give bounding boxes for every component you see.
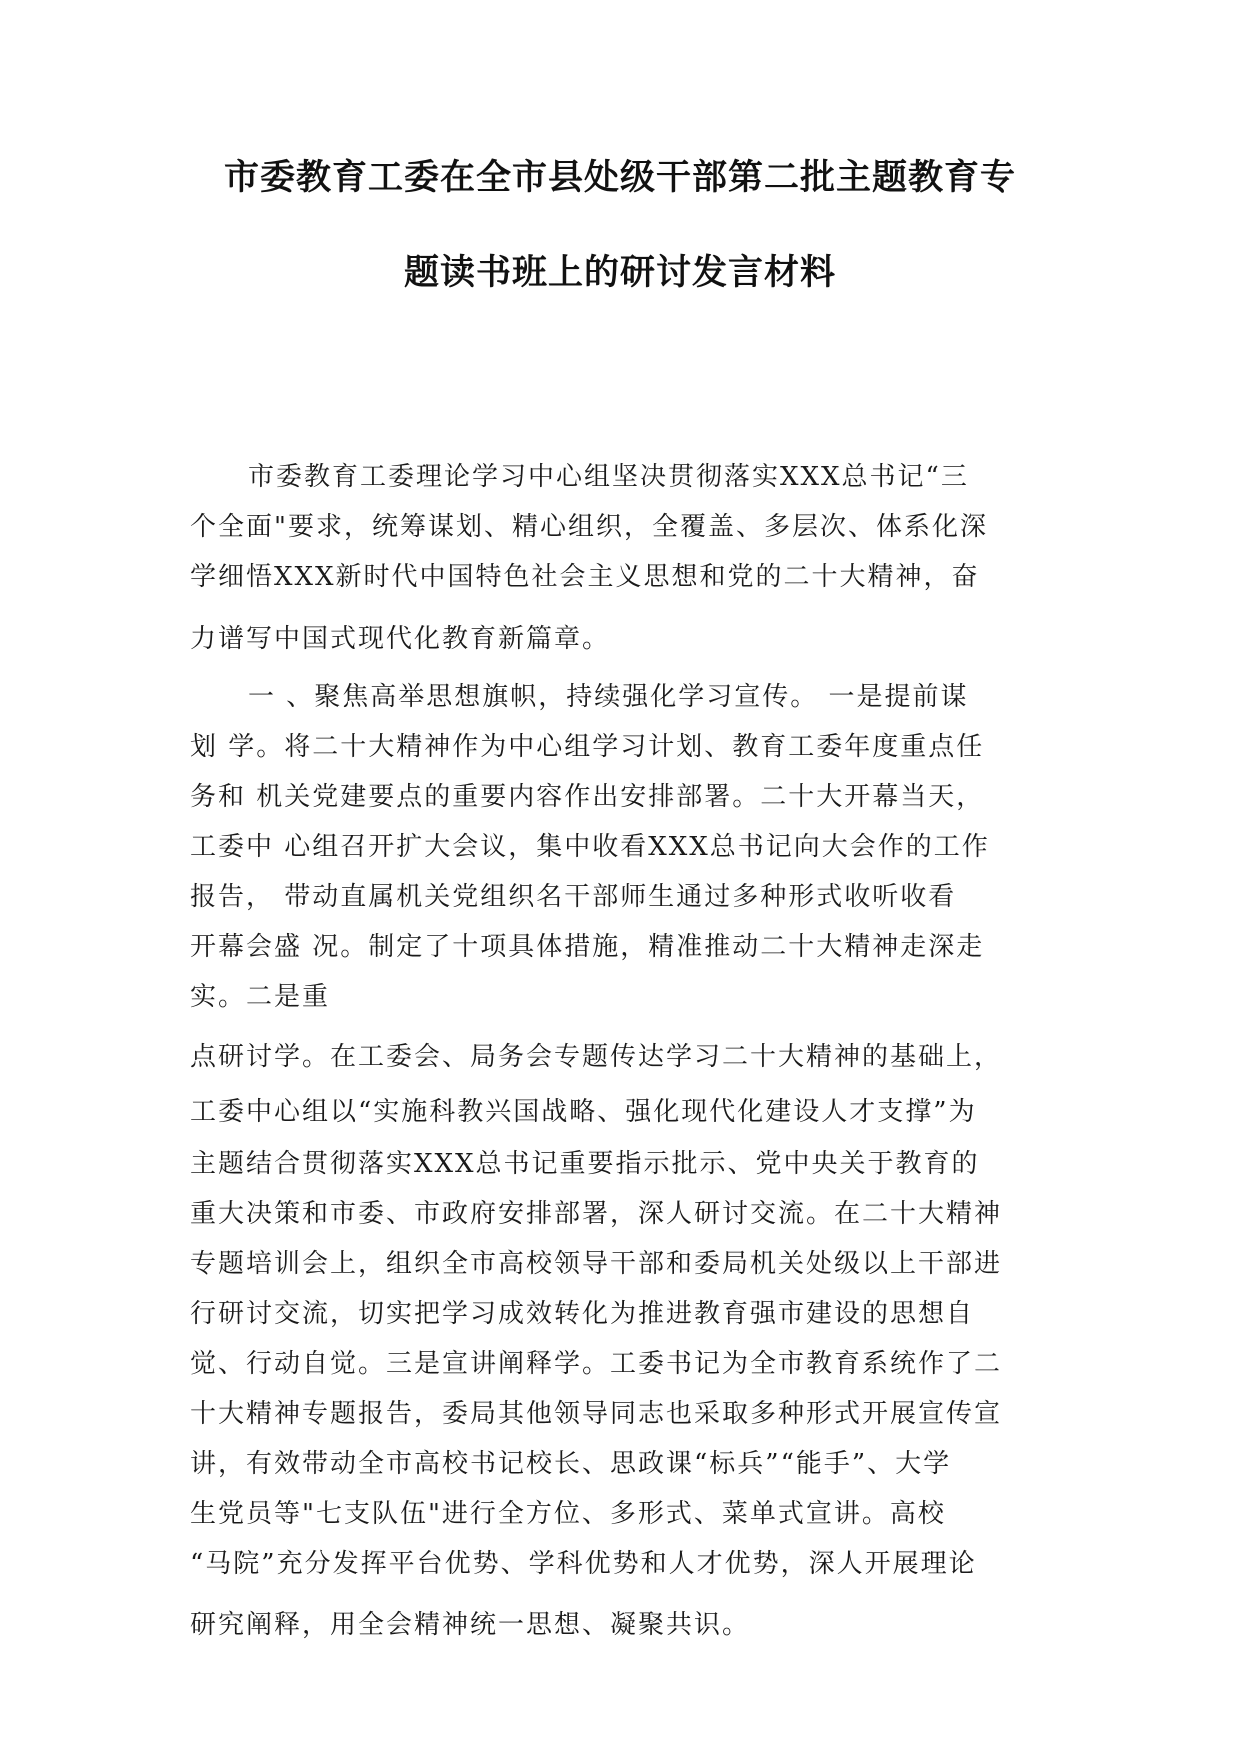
body-line: 开幕会盛 况。制定了十项具体措施，精准推动二十大精神走深走 (190, 932, 985, 962)
body-line: 务和 机关党建要点的重要内容作出安排部署。二十大开幕当天， (190, 782, 985, 812)
body-line: 一 、聚焦高举思想旗帜，持续强化学习宣传。 一是提前谋 (248, 682, 969, 712)
body-line: 重大决策和市委、市政府安排部署，深人研讨交流。在二十大精神 (190, 1199, 1003, 1229)
body-line: “马院”充分发挥平台优势、学科优势和人才优势，深人开展理论 (190, 1549, 977, 1579)
body-line: 研究阐释，用全会精神统一思想、凝聚共识。 (190, 1610, 751, 1640)
body-line: 主题结合贯彻落实XXX总书记重要指示批示、党中央关于教育的 (190, 1149, 980, 1179)
body-line: 专题培训会上，组织全市高校领导干部和委局机关处级以上干部进 (190, 1249, 1003, 1279)
body-line: 市委教育工委理论学习中心组坚决贯彻落实XXX总书记“三 (248, 462, 969, 492)
body-line: 讲，有效带动全市高校书记校长、思政课“标兵”“能手”、大学 (190, 1449, 952, 1479)
body-line: 个全面"要求，统筹谋划、精心组织，全覆盖、多层次、体系化深 (190, 512, 988, 542)
title-line-2: 题读书班上的研讨发言材料 (403, 253, 836, 293)
body-line: 实。二是重 (190, 982, 331, 1012)
body-line: 工委中 心组召开扩大会议，集中收看XXX总书记向大会作的工作 (190, 832, 990, 862)
body-line: 行研讨交流，切实把学习成效转化为推进教育强市建设的思想自 (190, 1299, 975, 1329)
title-line-1: 市委教育工委在全市县处级干部第二批主题教育专 (223, 158, 1016, 198)
body-line: 划 学。将二十大精神作为中心组学习计划、教育工委年度重点任 (190, 732, 985, 762)
body-line: 工委中心组以“实施科教兴国战略、强化现代化建设人才支撑”为 (190, 1097, 977, 1127)
body-line: 点研讨学。在工委会、局务会专题传达学习二十大精神的基础上， (190, 1042, 1003, 1072)
body-line: 觉、行动自觉。三是宣讲阐释学。工委书记为全市教育系统作了二 (190, 1349, 1003, 1379)
body-line: 学细悟XXX新时代中国特色社会主义思想和党的二十大精神，奋 (190, 562, 980, 592)
body-line: 十大精神专题报告，委局其他领导同志也采取多种形式开展宣传宣 (190, 1399, 1003, 1429)
body-line: 生党员等"七支队伍"进行全方位、多形式、菜单式宣讲。高校 (190, 1499, 946, 1529)
body-line: 力谱写中国式现代化教育新篇章。 (190, 624, 611, 654)
body-line: 报告， 带动直属机关党组织名干部师生通过多种形式收听收看 (190, 882, 957, 912)
